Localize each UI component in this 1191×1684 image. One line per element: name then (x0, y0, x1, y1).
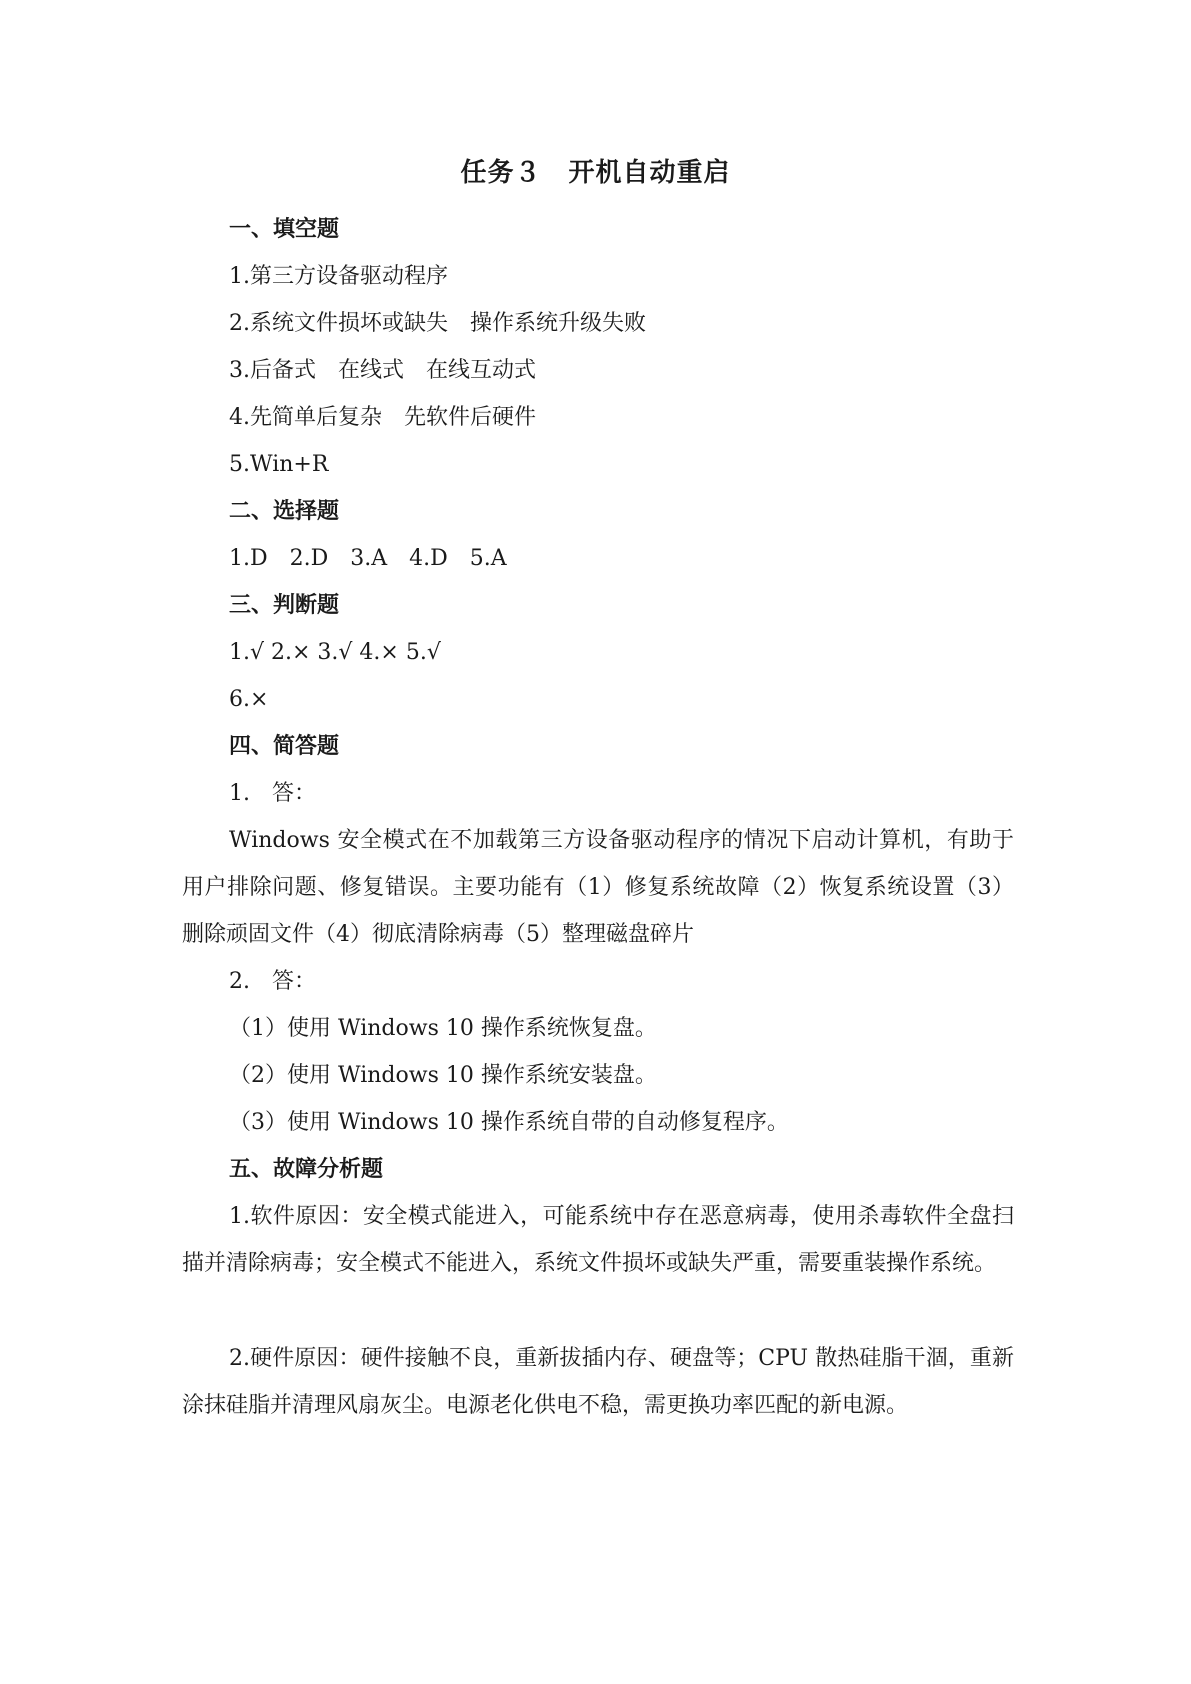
short-answer-q2-item: （3）使用 Windows 10 操作系统自带的自动修复程序。 (229, 1110, 789, 1135)
short-answer-q2-item: （1）使用 Windows 10 操作系统恢复盘。 (229, 1016, 657, 1041)
section-heading-choice: 二、选择题 (229, 499, 340, 524)
fault-analysis-software: 1.软件原因：安全模式能进入，可能系统中存在恶意病毒，使用杀毒软件全盘扫描并清除病毒；安全模式不能进入，系统文件损坏或缺失严重，需要重装操作系统。 (182, 1204, 1014, 1276)
short-answer-q1-label: 1. 答： (229, 781, 316, 806)
choice-answers: 1.D 2.D 3.A 4.D 5.A (229, 546, 507, 571)
judge-answers-line-2: 6.× (229, 687, 269, 712)
fill-blank-item: 3.后备式 在线式 在线互动式 (229, 358, 536, 383)
short-answer-q1-text: Windows 安全模式在不加载第三方设备驱动程序的情况下启动计算机，有助于用户排除问题、修复错误。主要功能有（1）修复系统故障（2）恢复系统设置（3）删除顽固文件（4）彻底清除病毒（5）整理磁盘碎片 (182, 828, 1014, 947)
fill-blank-item: 4.先简单后复杂 先软件后硬件 (229, 405, 536, 430)
section-heading-short-answer: 四、简答题 (229, 734, 340, 759)
short-answer-q2-item: （2）使用 Windows 10 操作系统安装盘。 (229, 1063, 657, 1088)
fault-analysis-hardware: 2.硬件原因：硬件接触不良，重新拔插内存、硬盘等；CPU 散热硅脂干涸，重新涂抹硅脂并清理风扇灰尘。电源老化供电不稳，需更换功率匹配的新电源。 (182, 1346, 1014, 1418)
short-answer-q2-label: 2. 答： (229, 969, 316, 994)
fill-blank-item: 2.系统文件损坏或缺失 操作系统升级失败 (229, 311, 646, 336)
section-heading-fill-blank: 一、填空题 (229, 217, 340, 242)
judge-answers-line-1: 1.√ 2.× 3.√ 4.× 5.√ (229, 640, 441, 665)
fill-blank-item: 1.第三方设备驱动程序 (229, 264, 448, 289)
section-heading-fault-analysis: 五、故障分析题 (229, 1157, 384, 1182)
fill-blank-item: 5.Win+R (229, 452, 329, 477)
section-heading-judge: 三、判断题 (229, 593, 340, 618)
page-title: 任务３ 开机自动重启 (460, 158, 731, 188)
